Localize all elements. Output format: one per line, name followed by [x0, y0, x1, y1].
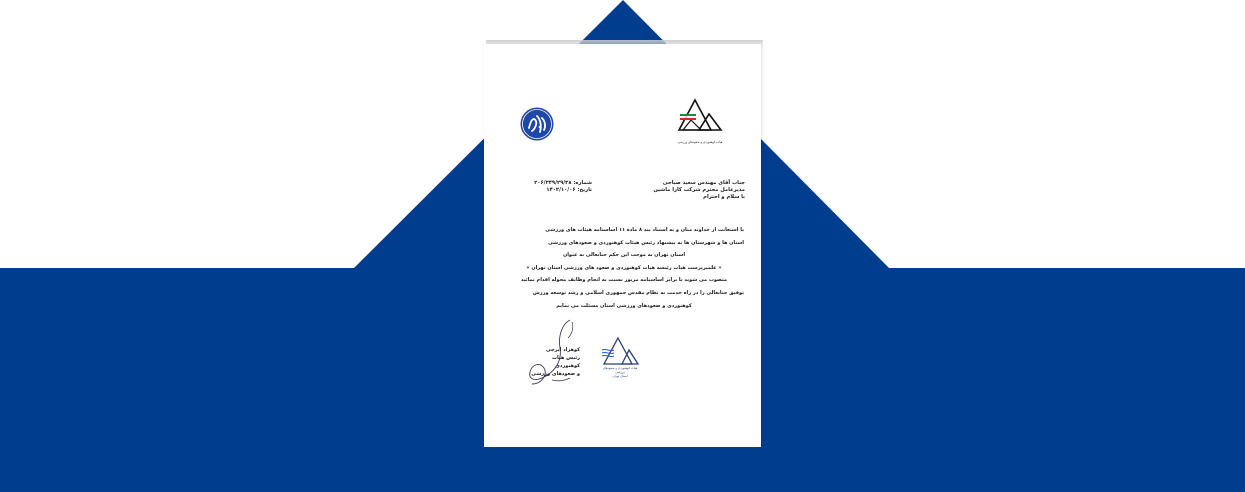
number-value: ۲۰۶/۳۴۹/۲۹/۳۸	[534, 180, 572, 186]
signature-block	[522, 336, 582, 386]
letter-body	[504, 224, 744, 312]
body-line: منصوب می شوید تا برابر اساسنامه مزبور نسبت به انجام وظایف محوله اقدام نمائید	[520, 277, 728, 284]
body-line: « علمبرپرست هیات رئیسه هیات کوهنوردی و صعود های ورزشی استان تهران »	[526, 264, 722, 271]
federation-stamp-icon	[598, 336, 642, 366]
reference-block	[524, 180, 592, 194]
body-line: با استعانت از خداوند منان و به استناد بند ۸ ماده ۱۱ اساسنامه هیئات های ورزشی	[545, 227, 744, 233]
signer-info	[526, 346, 580, 378]
addressee-name: جناب آقای مهندس سعید صباحی	[662, 180, 745, 186]
logo-caption: هیات کوهنوردی و صعودهای ورزشی	[677, 140, 723, 144]
body-line: استان تهران به موجب این حکم جنابعالی به عنوان	[562, 252, 686, 259]
signer-name: کوهزاد ایرجی	[545, 347, 580, 353]
date-value: ۱۴۰۲/۱۰/۰۶	[546, 187, 576, 193]
letter-document	[484, 44, 761, 447]
addressee-block	[653, 180, 745, 201]
federation-stamp	[598, 336, 642, 382]
body-line: کوهنوردی و صعودهای ورزشی استان مسئلت می نمایم	[556, 302, 692, 309]
greeting: با سلام و احترام	[703, 194, 745, 200]
addressee-title: مدیرعامل محترم شرکت کارا ماشین	[653, 187, 745, 193]
mountain-federation-logo-icon	[677, 96, 723, 136]
body-line: استان ها و شهرستان ها به پیشنهاد رئیس هیئات کوهنوردی و صعودهای ورزشی	[548, 239, 744, 246]
tehran-emblem-icon	[520, 107, 554, 141]
date-label: تاریخ:	[577, 187, 592, 193]
stamp-caption-line: هیات کوهنوردی و صعودهای ورزشی	[602, 366, 638, 374]
body-line: توفیق جنابعالی را در راه خدمت به نظام مقدس جمهوری اسلامی و رشد توسعه ورزش	[532, 289, 744, 296]
stamp-caption-line: استان تهران	[612, 374, 628, 378]
reference-number	[524, 180, 592, 187]
number-label: شماره:	[573, 180, 592, 186]
reference-date	[524, 187, 592, 194]
signer-title-cont: و صعودهای ورزشی	[531, 371, 580, 377]
mountain-federation-logo	[677, 96, 723, 144]
stamp-caption	[598, 366, 642, 378]
signer-title: رئیس هیات کوهنوردی	[551, 355, 580, 369]
